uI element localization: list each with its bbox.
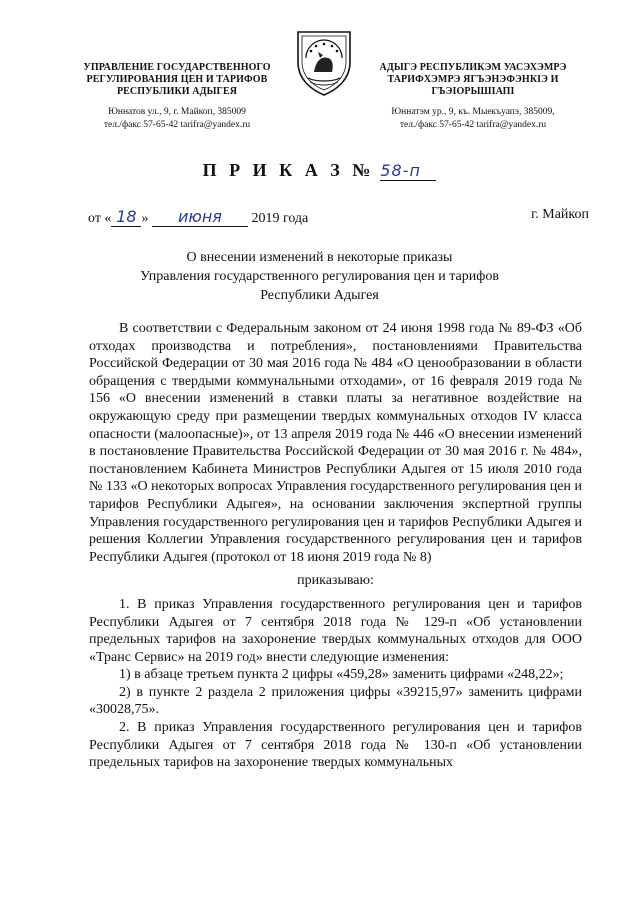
order-subject: О внесении изменений в некоторые приказы Управления государственного регулирования цен и тарифов Республики Адыгея xyxy=(140,250,499,303)
order-number: 58-п xyxy=(380,161,436,181)
document-title: П Р И К А З № 58-п xyxy=(0,160,639,181)
date-month: июня xyxy=(152,207,248,227)
order-directive: приказываю: xyxy=(297,573,374,589)
city-label: г. Майкоп xyxy=(531,207,589,222)
order-item-2: 2. В приказ Управления государственного регулирования цен и тарифов Республики Адыгея от 7 сентября 2018 года № 130-п «Об установлении предельных тарифов на захоронение твердых коммунальных xyxy=(89,720,582,771)
order-subitem-1-1: 1) в абзаце третьем пункта 2 цифры «459,28» заменить цифрами «248,22»; xyxy=(119,667,564,683)
header-right-block xyxy=(362,62,584,132)
date-year: 2019 года xyxy=(251,211,309,226)
org-name-ru: УПРАВЛЕНИЕ ГОСУДАРСТВЕННОГО РЕГУЛИРОВАНИЯ ЦЕН И ТАРИФОВ РЕСПУБЛИКИ АДЫГЕЯ xyxy=(83,62,271,97)
org-address-ady: Юннатэм ур., 9, къ. Мыекъуапэ, 385009, тел./факс 57-65-42 tarifra@yandex.ru xyxy=(391,107,555,130)
org-address-ru: Юннатов ул., 9, г. Майкоп, 385009 тел./факс 57-65-42 tarifra@yandex.ru xyxy=(103,107,251,130)
org-name-ady: АДЫГЭ РЕСПУБЛИКЭМ УАСЭХЭМРЭ ТАРИФХЭМРЭ ЯГЪЭНЭФЭНКIЭ И ГЪЭIОРЫШIАПI xyxy=(379,62,567,97)
coat-of-arms-emblem xyxy=(292,28,356,98)
preamble-paragraph: В соответствии с Федеральным законом от 24 июня 1998 года № 89-ФЗ «Об отходах производства и потребления», постановлениями Правительства Российской Федерации от 30 мая 2016 года № 484 «О ценообразовании в области обращения с твердыми коммунальными отходами», от 16 февраля 2019 года № 156 «О внесении изменений в ставки платы за негативное воздействие на окружающую среду при размещении твердых коммунальных отходов IV класса опасности (малоопасные)», от 13 апреля 2019 года № 446 «О внесении изменений в постановление Правительства Российской Федерации от 30 мая 2016 г. № 484», постановлением Кабинета Министров Республики Адыгея от 15 июля 2010 года № 133 «О некоторых вопросах Управления государственного регулирования цен и тарифов Республики Адыгея», на основании заключения экспертной группы Управления государственного регулирования цен и тарифов Республики Адыгея и решения Коллегии Управления государственного регулирования цен и тарифов Республики Адыгея (протокол от 18 июня 2019 года № 8) xyxy=(89,321,582,565)
order-subitem-1-2: 2) в пункте 2 раздела 2 приложения цифры «39215,97» заменить цифрами «30028,75». xyxy=(89,684,582,718)
order-item-1: 1. В приказ Управления государственного регулирования цен и тарифов Республики Адыгея от 7 сентября 2018 года № 129-п «Об установлении предельных тарифов на захоронение твердых коммунальных отходов для ООО «Транс Сервис» на 2019 год» внести следующие изменения: xyxy=(89,596,582,665)
document-body xyxy=(89,320,582,772)
date-line: от « 18 » июня 2019 года xyxy=(88,207,309,226)
header-left-block xyxy=(78,62,276,132)
date-day: 18 xyxy=(111,207,141,227)
